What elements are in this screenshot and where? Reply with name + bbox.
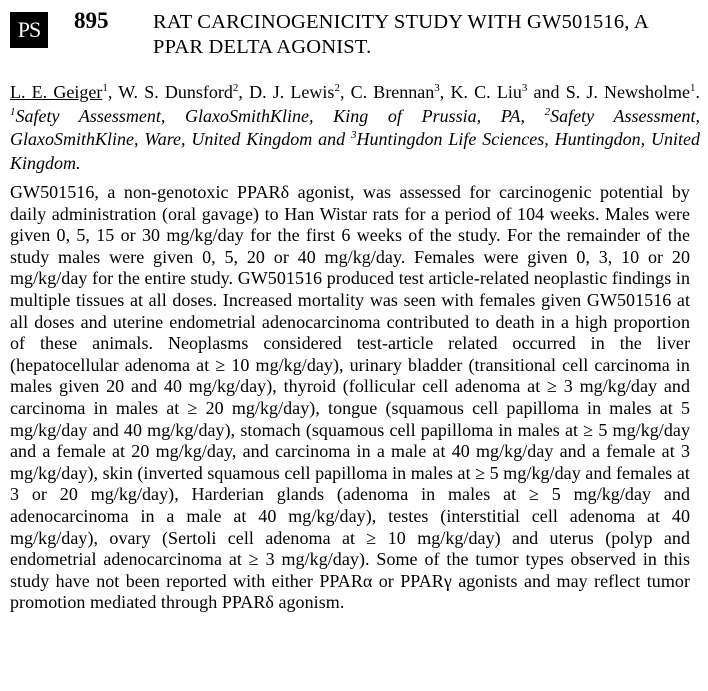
author-name: L. E. Geiger — [10, 82, 103, 102]
abstract-body-paragraph: GW501516, a non-genotoxic PPARδ agonist, was assessed for carcinogenic potential by daily administration (oral gavage) to Han Wistar rats for a period of 104 weeks. Males were given 0, 5, 15 or 30 mg/kg/day for the first 6 weeks of the study. For the remainder of the study males were given 0, 5, 20 or 40 mg/kg/day. Females were given 0, 3, 10 or 20 mg/kg/day for the entire study. GW501516 produced test article-related neoplastic findings in multiple tissues at all doses. Increased mortality was seen with females given GW501516 at all doses and uterine endometrial adenocarcinoma contributed to death in a high proportion of these animals. Neoplasms considered test-article related occurred in the liver (hepatocellular adenoma at ≥ 10 mg/kg/day), urinary bladder (transitional cell carcinoma in males given 20 and 40 mg/kg/day), thyroid (follicular cell adenoma at ≥ 3 mg/kg/day and carcinoma in males at ≥ 20 mg/kg/day), tongue (squamous cell papilloma in males at 5 mg/kg/day and 40 mg/kg/day), stomach (squamous cell papilloma in males at ≥ 5 mg/kg/day and a female at 20 mg/kg/day, and carcinoma in a male at 40 mg/kg/day and a female at 3 mg/kg/day), skin (inverted squamous cell papilloma in males at ≥ 5 mg/kg/day and females at 3 or 20 mg/kg/day), Harderian glands (adenoma in males at ≥ 5 mg/kg/day and adenocarcinoma in a male at 40 mg/kg/day), testes (interstitial cell adenoma at 40 mg/kg/day), ovary (Sertoli cell adenoma at ≥ 10 mg/kg/day) and uterus (polyp and endometrial adenocarcinoma at ≥ 3 mg/kg/day). Some of the tumor types observed in this study have not been reported with either PPARα or PPARγ agonists and may reflect tumor promotion mediated through PPARδ agonism. — [10, 182, 690, 613]
author-affiliation-number: 1 — [102, 82, 108, 94]
author-name: S. J. Newsholme — [565, 82, 691, 102]
affiliation-number: 2 — [544, 105, 551, 118]
author-separator: , — [238, 82, 250, 102]
author-separator: , — [339, 82, 351, 102]
affiliation-text: Huntingdon Life Sciences, Huntingdon, United Kingdom. — [10, 129, 700, 173]
author-affiliation-number: 1 — [690, 82, 696, 94]
author-separator: , — [107, 82, 119, 102]
author-separator: . — [695, 82, 701, 102]
affiliation-text: Safety Assessment, GlaxoSmithKline, King of Prussia, PA, — [15, 105, 545, 126]
abstract-title — [153, 10, 693, 60]
title-line-1: RAT CARCINOGENICITY STUDY WITH GW501516, A — [153, 11, 649, 33]
author-name: W. S. Dunsford — [118, 82, 233, 102]
affiliation-text: Safety Assessment, GlaxoSmithKline, Ware, United Kingdom and — [10, 105, 700, 149]
author-affiliation-number: 2 — [334, 82, 340, 94]
affiliation-number: 3 — [351, 129, 357, 141]
poster-session-badge: PS — [10, 12, 48, 48]
authors-block — [10, 81, 700, 175]
author-affiliation-number: 2 — [232, 82, 239, 94]
author-separator: and — [527, 82, 566, 102]
author-name: D. J. Lewis — [249, 82, 335, 102]
author-affiliation-number: 3 — [434, 82, 440, 94]
abstract-number: 895 — [74, 8, 109, 33]
author-name: C. Brennan — [350, 82, 435, 102]
author-separator: , — [439, 82, 451, 102]
title-line-2: PPAR DELTA AGONIST. — [153, 36, 372, 58]
affiliation-number: 1 — [10, 105, 16, 118]
author-name: K. C. Liu — [450, 82, 522, 102]
abstract-body — [10, 182, 690, 614]
affiliations — [10, 106, 700, 173]
author-affiliation-number: 3 — [521, 82, 528, 94]
